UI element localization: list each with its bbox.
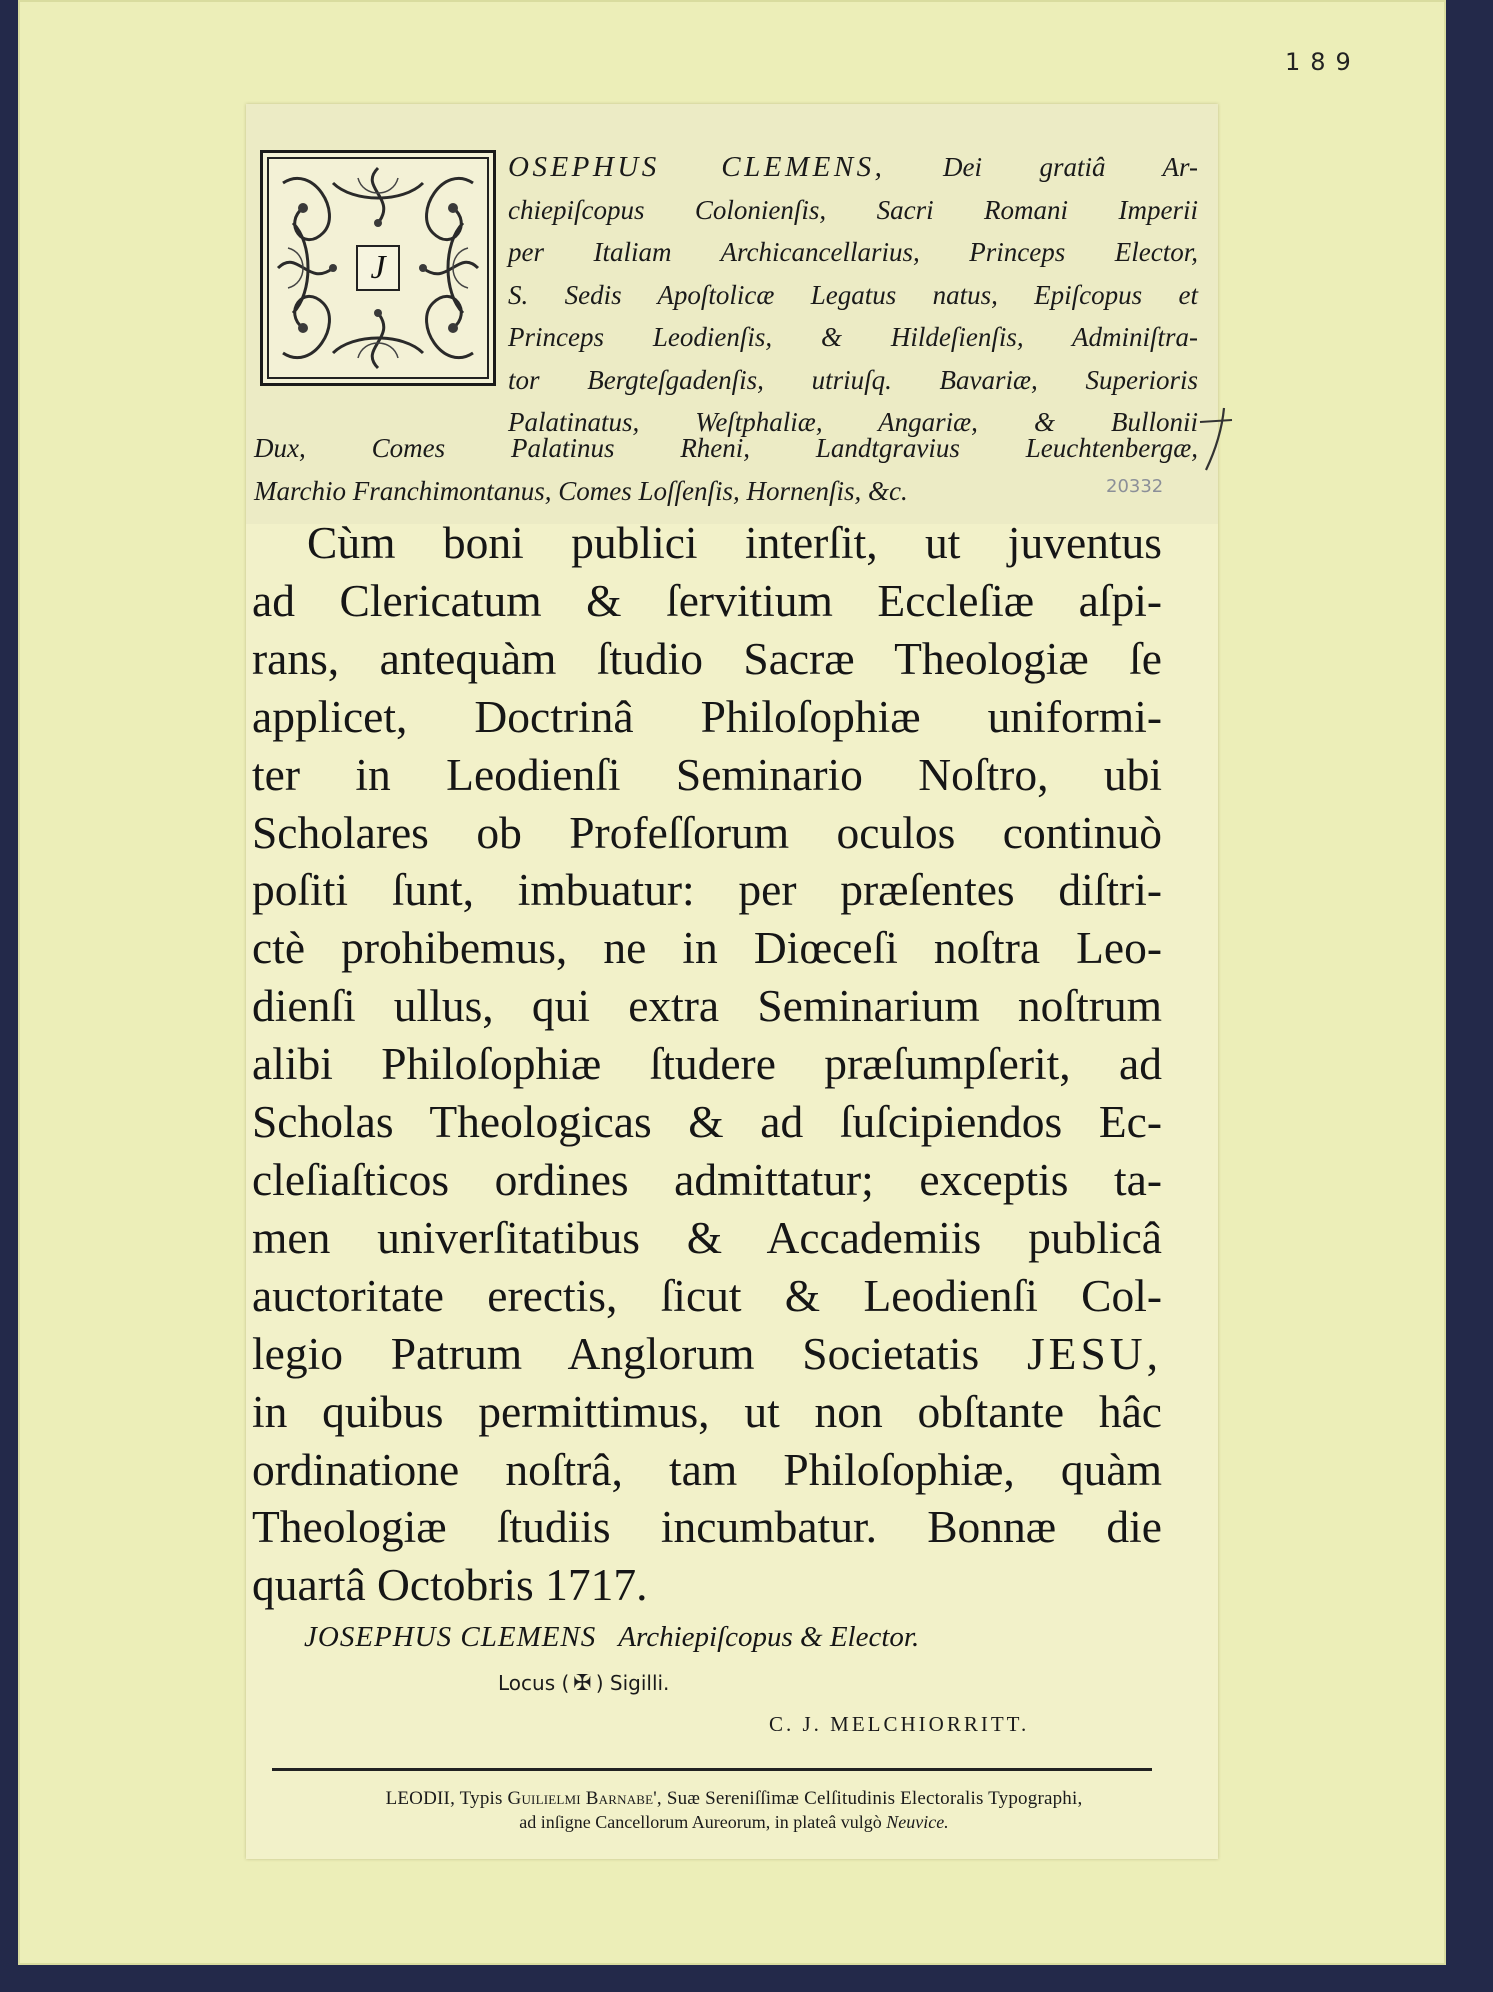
secretary-name: C. J. MELCHIORRITT. <box>769 1712 1030 1736</box>
body-line: men univerſitatibus & Accademiis publicâ <box>252 1211 1162 1263</box>
body-line: Scholas Theologicas & ad ſuſcipiendos Ec- <box>252 1096 1162 1148</box>
imprint-street: Neuvice. <box>886 1812 949 1832</box>
title-continuation <box>254 427 1198 512</box>
printer-imprint <box>264 1788 1204 1833</box>
title-block <box>508 146 1198 444</box>
body-line: auctoritate erectis, ſicut & Leodienſi Col- <box>252 1269 1162 1321</box>
title-line: chiepiſcopus Colonienſis, Sacri Romani Imperii <box>508 194 1198 225</box>
title-line: per Italiam Archicancellarius, Princeps Elector, <box>508 237 1198 267</box>
body-line: cleſiaſticos ordines admittatur; exceptis ta- <box>252 1153 1162 1205</box>
body-line: poſiti ſunt, imbuatur: per præſentes diſtri- <box>252 864 1162 916</box>
body-line: ad Clericatum & ſervitium Eccleſiæ aſpi- <box>252 574 1162 626</box>
pencil-mark-icon <box>1196 404 1236 474</box>
folio-number: 189 <box>1285 48 1361 76</box>
body-line-text: legio Patrum Anglorum Societatis <box>252 1327 980 1379</box>
imprint-typis: Typis <box>455 1788 508 1809</box>
mounting-board <box>18 0 1446 1965</box>
initial-letter: J <box>356 245 400 291</box>
imprint-line-2 <box>264 1812 1204 1833</box>
title-line <box>508 146 1198 189</box>
divider <box>272 1768 1152 1771</box>
imprint-address: ad inſigne Cancellorum Aureorum, in plateâ vulgò <box>519 1812 887 1832</box>
title-line: Dux, Comes Palatinus Rheni, Landtgravius Leuchtenbergæ, <box>254 433 1198 463</box>
body-line: Cùm boni publici interſit, ut juventus <box>307 517 1162 568</box>
title-line: Palatinatus, Weſtphaliæ, Angariæ, & Bullonii <box>508 407 1198 437</box>
body-line: ordinatione noſtrâ, tam Philoſophiæ, quàm <box>252 1443 1162 1495</box>
printed-sheet <box>246 104 1218 1859</box>
signature-title: Archiepiſcopus & Elector. <box>618 1621 920 1653</box>
body-line: dienſi ullus, qui extra Seminarium noſtrum <box>252 980 1162 1032</box>
title-first-word: OSEPHUS CLEMENS, <box>508 151 886 183</box>
title-line: tor Bergteſgadenſis, utriuſq. Bavariæ, Superioris <box>508 364 1198 395</box>
title-line-text: Dei gratiâ Ar- <box>885 152 1198 182</box>
body-line: applicet, Doctrinâ Philoſophiæ uniformi- <box>252 690 1162 742</box>
imprint-city: LEODII, <box>385 1788 456 1809</box>
imprint-title: Suæ Sereniſſimæ Celſitudinis Electoralis Typographi, <box>661 1788 1083 1809</box>
body-line: in quibus permittimus, ut non obſtante hâc <box>252 1385 1162 1437</box>
body-line: Scholares ob Profeſſorum oculos continuò <box>252 806 1162 858</box>
seal-text-left: Locus ( <box>498 1671 570 1695</box>
signature <box>304 1621 919 1654</box>
jesu-word: JESU, <box>1026 1327 1163 1379</box>
body-line: ctè prohibemus, ne in Diœceſi noſtra Leo- <box>252 922 1162 974</box>
decorated-initial <box>260 150 496 386</box>
marginal-note: 20332 <box>1106 476 1164 497</box>
imprint-printer: Guilielmi Barnabe', <box>507 1788 662 1809</box>
body-line: alibi Philoſophiæ ſtudere præſumpſerit, ad <box>252 1038 1162 1090</box>
title-line: Marchio Franchimontanus, Comes Loſſenſis, Hornenſis, &c. <box>254 475 908 506</box>
body-line: ter in Leodienſi Seminario Noſtro, ubi <box>252 748 1162 800</box>
seal-line <box>498 1671 669 1696</box>
title-line: S. Sedis Apoſtolicæ Legatus natus, Epiſcopus et <box>508 279 1198 310</box>
seal-text-right: ) Sigilli. <box>595 1671 670 1695</box>
body-line: rans, antequàm ſtudio Sacræ Theologiæ ſe <box>252 632 1162 684</box>
cross-icon: ✠ <box>573 1671 592 1696</box>
signature-name: JOSEPHUS CLEMENS <box>304 1621 597 1653</box>
body-line: Theologiæ ſtudiis incumbatur. Bonnæ die <box>252 1501 1162 1553</box>
body-line-date: quartâ Octobris 1717. <box>252 1559 648 1611</box>
decree-body <box>252 514 1162 1614</box>
imprint-line-1 <box>264 1788 1204 1810</box>
title-line: Princeps Leodienſis, & Hildeſienſis, Adminiſtra- <box>508 322 1198 352</box>
body-line <box>252 1325 1162 1383</box>
